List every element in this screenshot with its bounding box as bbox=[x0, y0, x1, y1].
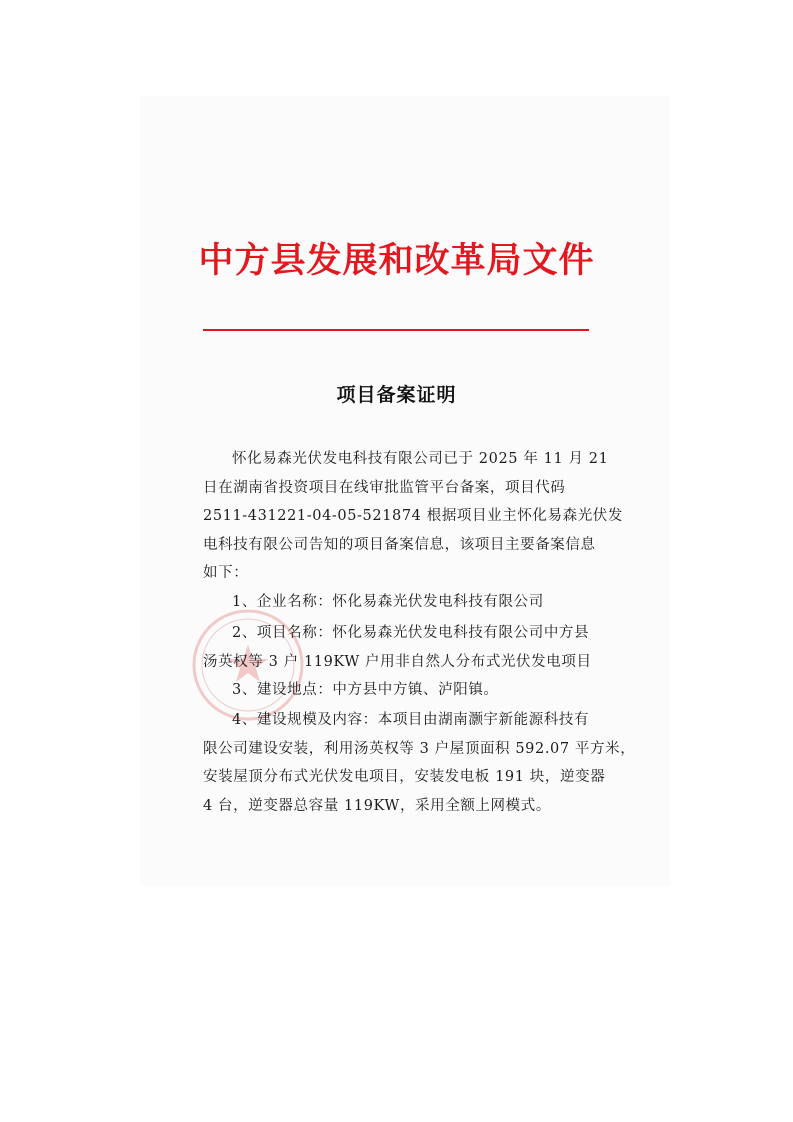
item-line: 4、建设规模及内容：本项目由湖南灏宇新能源科技有 bbox=[232, 712, 590, 728]
item-line: 4 台，逆变器总容量 119KW，采用全额上网模式。 bbox=[203, 797, 551, 814]
intro-line: 电科技有限公司告知的项目备案信息，该项目主要备案信息 bbox=[203, 536, 596, 553]
org-header-title: 中方县发展和改革局文件 bbox=[198, 241, 595, 281]
item-line: 2、项目名称：怀化易森光伏发电科技有限公司中方县 bbox=[232, 625, 590, 641]
item-company-name bbox=[203, 588, 598, 617]
item-line: 安装屋顶分布式光伏发电项目，安装发电板 191 块，逆变器 bbox=[203, 769, 606, 785]
intro-line: 如下： bbox=[203, 565, 249, 581]
intro-line: 怀化易森光伏发电科技有限公司已于 2025 年 11 月 21 bbox=[232, 451, 609, 467]
intro-paragraph bbox=[203, 445, 624, 588]
item-scale-content bbox=[203, 706, 636, 820]
item-line: 1、企业名称：怀化易森光伏发电科技有限公司 bbox=[232, 594, 544, 610]
item-line: 限公司建设安装，利用汤英权等 3 户屋顶面积 592.07 平方米， bbox=[203, 740, 636, 757]
item-line: 3、建设地点：中方县中方镇、泸阳镇。 bbox=[232, 682, 499, 698]
document-title: 项目备案证明 bbox=[336, 384, 457, 406]
item-line: 汤英权等 3 户 119KW 户用非自然人分布式光伏发电项目 bbox=[203, 653, 592, 670]
header-red-rule bbox=[203, 329, 589, 331]
intro-line: 2511-431221-04-05-521874 根据项目业主怀化易森光伏发 bbox=[203, 508, 624, 524]
item-location bbox=[203, 676, 598, 705]
item-project-name bbox=[203, 619, 598, 676]
intro-line: 日在湖南省投资项目在线审批监管平台备案，项目代码 bbox=[203, 479, 566, 496]
